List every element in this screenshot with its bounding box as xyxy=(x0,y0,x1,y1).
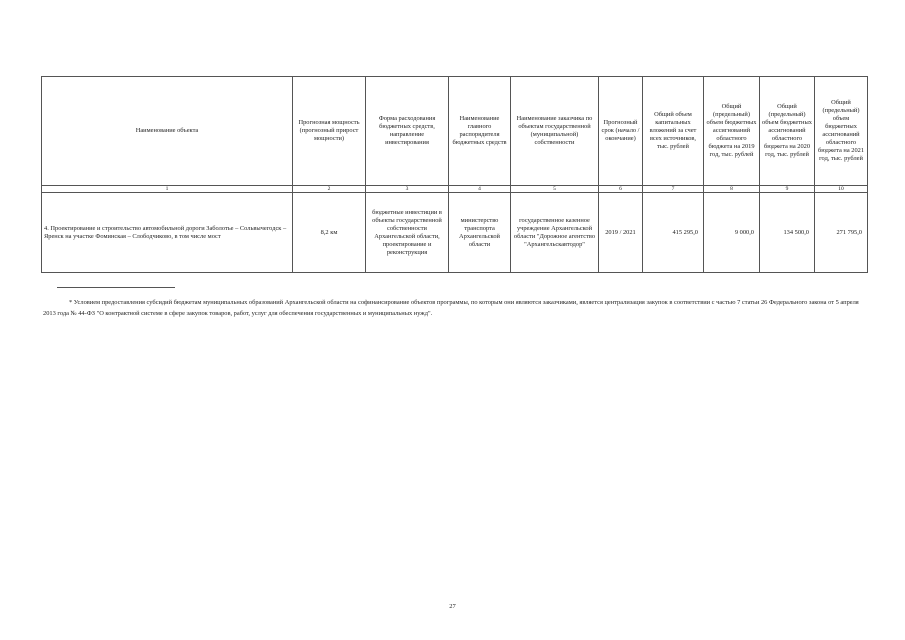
cell-budget-2019: 9 000,0 xyxy=(704,193,760,273)
cell-term: 2019 / 2021 xyxy=(599,193,643,273)
page-number: 27 xyxy=(449,603,456,610)
table-row xyxy=(42,193,868,273)
column-number: 6 xyxy=(599,186,643,193)
header-total-investment: Общий объем капитальных вложений за счет всех источников, тыс. рублей xyxy=(643,77,704,186)
header-object-name: Наименование объекта xyxy=(42,77,293,186)
investment-objects-table xyxy=(41,76,868,273)
header-budget-2021: Общий (предельный) объем бюджетных ассигнований областного бюджета на 2021 год, тыс. рублей xyxy=(815,77,868,186)
column-number: 8 xyxy=(704,186,760,193)
cell-capacity: 8,2 км xyxy=(293,193,366,273)
header-expenditure-form: Форма расходования бюджетных средств, направление инвестирования xyxy=(366,77,449,186)
header-customer: Наименование заказчика по объектам государственной (муниципальной) собственности xyxy=(511,77,599,186)
header-term: Прогнозный срок (начало / окончание) xyxy=(599,77,643,186)
column-number: 9 xyxy=(760,186,815,193)
cell-budget-2020: 134 500,0 xyxy=(760,193,815,273)
column-number: 4 xyxy=(449,186,511,193)
header-budget-2019: Общий (предельный) объем бюджетных ассигнований областного бюджета на 2019 год, тыс. рублей xyxy=(704,77,760,186)
column-number: 2 xyxy=(293,186,366,193)
cell-budget-2021: 271 795,0 xyxy=(815,193,868,273)
footnote-separator xyxy=(57,287,175,288)
cell-object-name: 4. Проектирование и строительство автомобильной дороги Заболотье – Сольвычегодск – Яренск на участке Фоминская – Слободчиково, в том числе мост xyxy=(42,193,293,273)
header-budget-2020: Общий (предельный) объем бюджетных ассигнований областного бюджета на 2020 год, тыс. рублей xyxy=(760,77,815,186)
column-number: 10 xyxy=(815,186,868,193)
column-number: 1 xyxy=(42,186,293,193)
cell-total-investment: 415 295,0 xyxy=(643,193,704,273)
column-number: 5 xyxy=(511,186,599,193)
cell-budget-manager: министерство транспорта Архангельской области xyxy=(449,193,511,273)
cell-expenditure-form: бюджетные инвестиции в объекты государственной собственности Архангельской области, проектирование и реконструкция xyxy=(366,193,449,273)
footnote: * Условием предоставления субсидий бюджетам муниципальных образований Архангельской области на софинансирование объектов программы, по которым они являются заказчиками, является централизация закупок в соответствии с частью 7 статьи 26 Федерального закона от 5 апреля 2013 года № 44-ФЗ "О контрактной системе в сфере закупок товаров, работ, услуг для обеспечения государственных и муниципальных нужд". xyxy=(43,299,859,317)
column-number: 7 xyxy=(643,186,704,193)
header-budget-manager: Наименование главного распорядителя бюджетных средств xyxy=(449,77,511,186)
header-capacity: Прогнозная мощность (прогнозный прирост мощности) xyxy=(293,77,366,186)
table-header-row xyxy=(42,77,868,186)
cell-customer: государственное казенное учреждение Архангельской области "Дорожное агентство "Архангельскавтодор" xyxy=(511,193,599,273)
column-number-row xyxy=(42,186,868,193)
column-number: 3 xyxy=(366,186,449,193)
